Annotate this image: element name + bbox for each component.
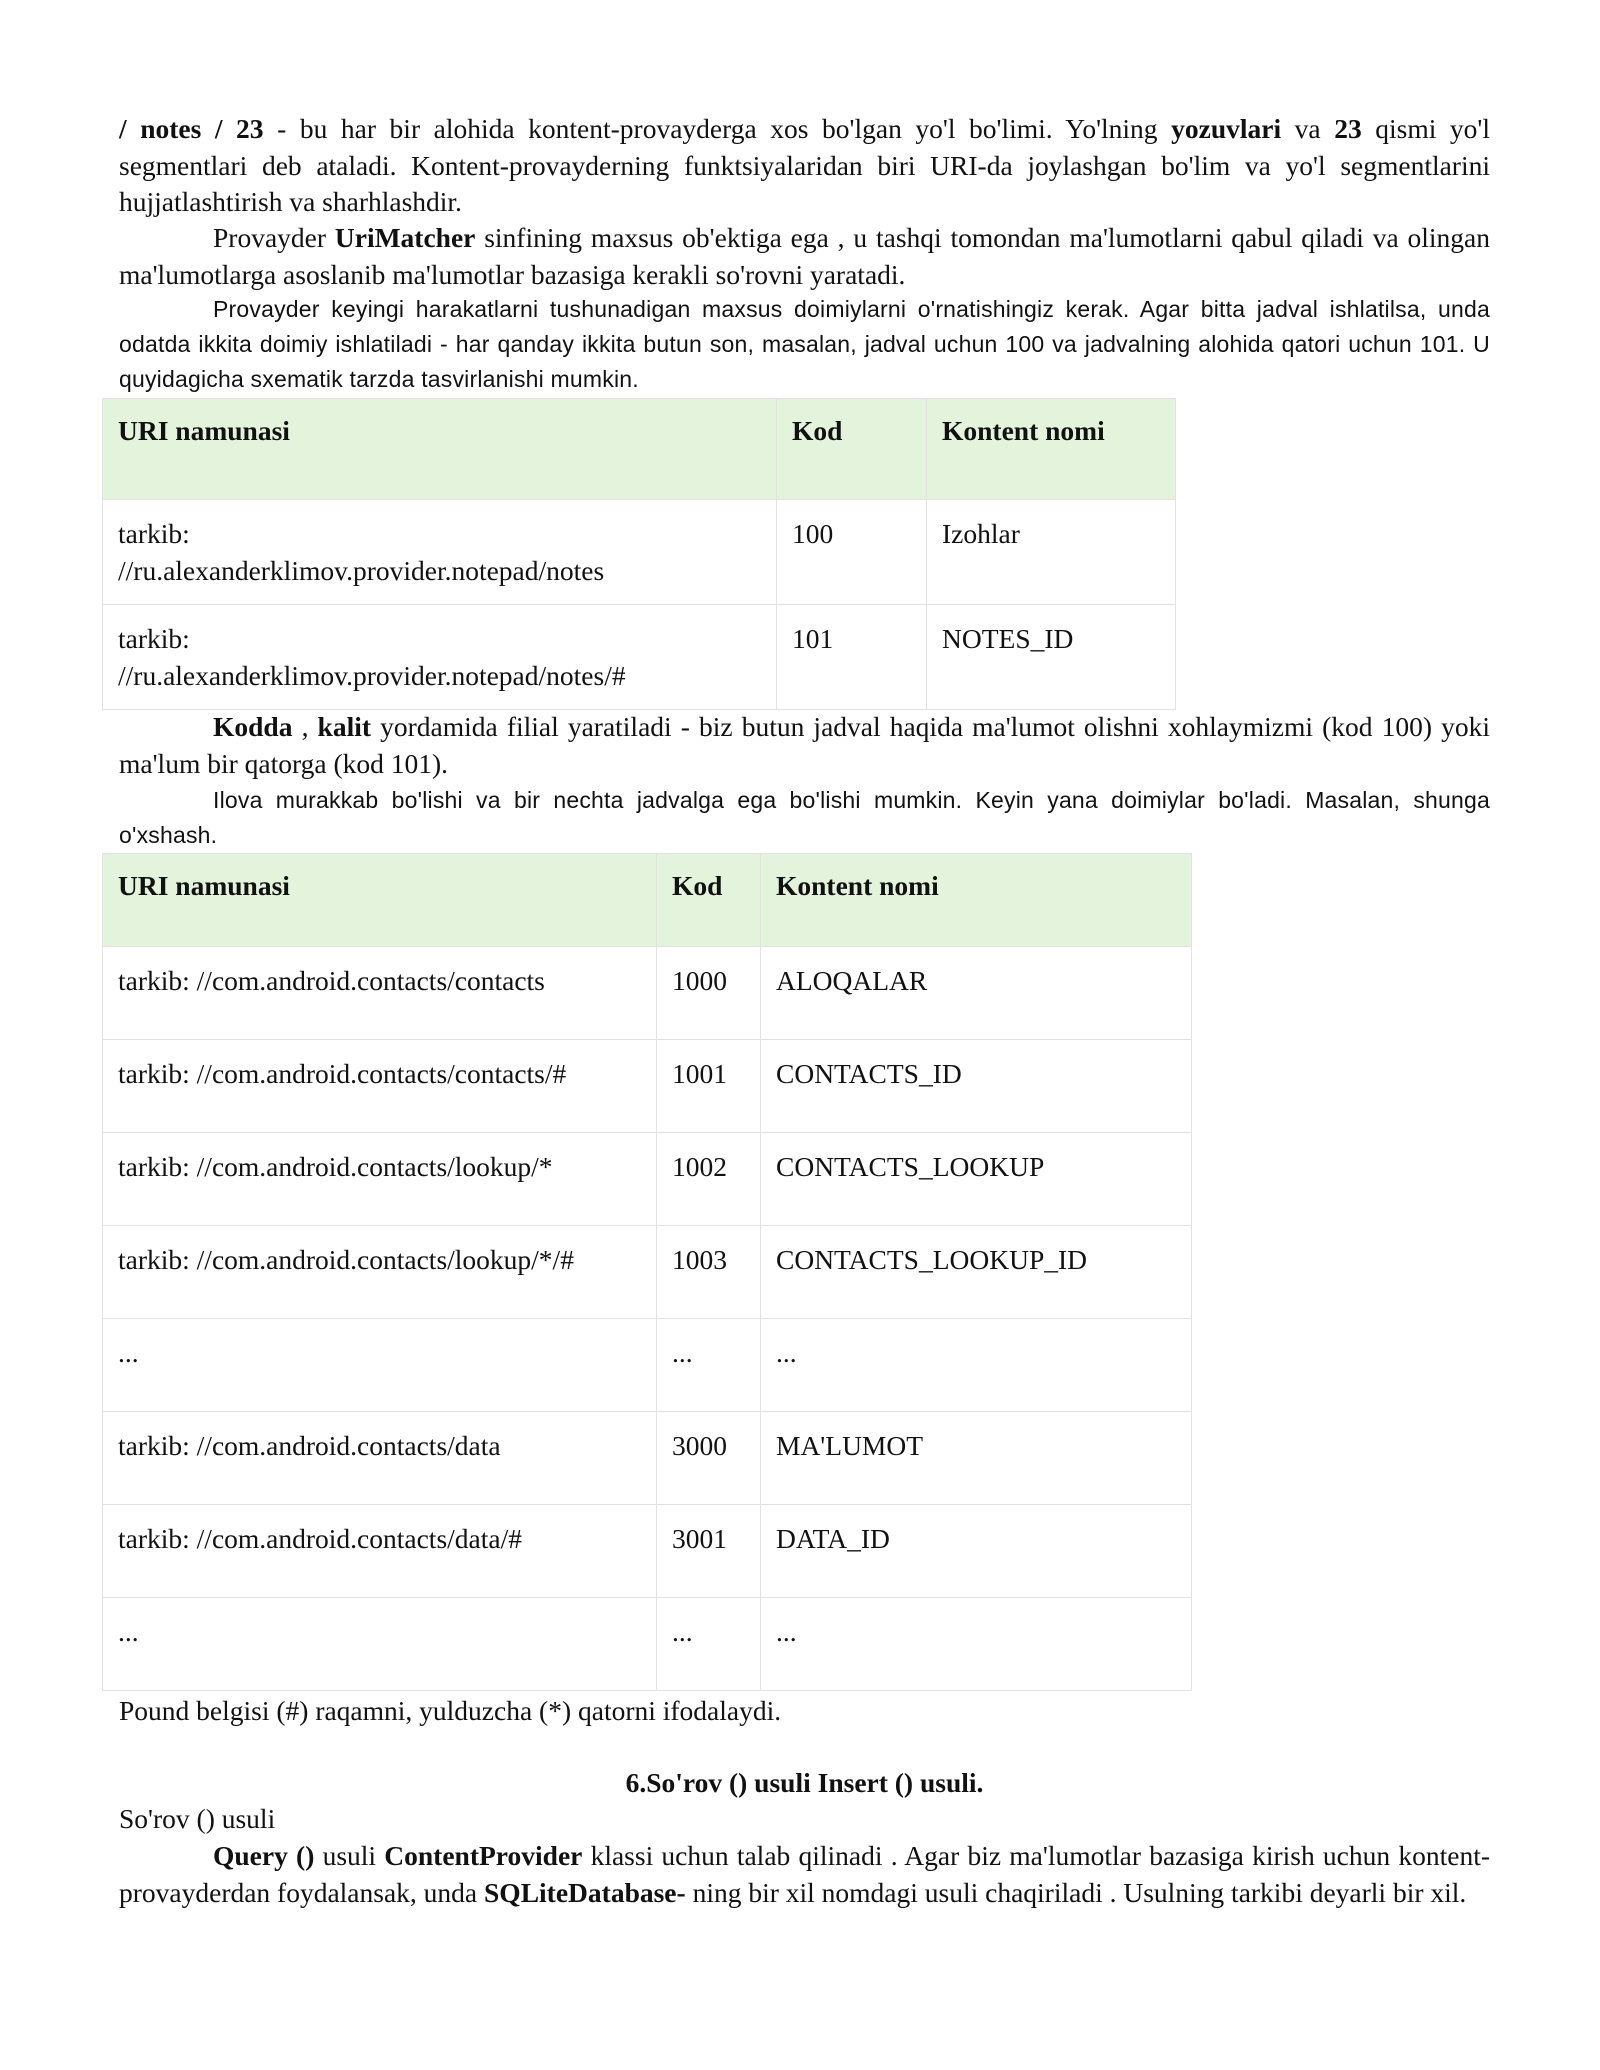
bold-query: Query () <box>213 1840 315 1871</box>
paragraph-path-segments <box>119 111 1490 221</box>
table-row <box>103 1226 1192 1319</box>
cell-content-name: CONTACTS_LOOKUP_ID <box>761 1226 1192 1319</box>
cell-content-name: ALOQALAR <box>761 947 1192 1040</box>
cell-uri: ... <box>103 1598 657 1691</box>
table-row <box>103 1505 1192 1598</box>
uri-line: //ru.alexanderklimov.provider.notepad/notes <box>118 554 605 586</box>
header-content-name: Kontent nomi <box>761 854 1192 947</box>
cell-content-name: ... <box>761 1598 1192 1691</box>
table-row <box>103 1598 1192 1691</box>
text-run: klassi uchun talab qilinadi . Agar biz ma'lumotlar bazasiga kirish uchun kontent-provayderdan foydalansak, unda <box>119 1840 1490 1908</box>
cell-code: 3000 <box>657 1412 761 1505</box>
table-row <box>103 1040 1192 1133</box>
cell-code: 1001 <box>657 1040 761 1133</box>
cell-uri: tarkib: //com.android.contacts/data <box>103 1412 657 1505</box>
cell-content-name: CONTACTS_ID <box>761 1040 1192 1133</box>
paragraph-multiple-tables: Ilova murakkab bo'lishi va bir nechta jadvalga ega bo'lishi mumkin. Keyin yana doimiylar bo'ladi. Masalan, shunga o'xshash. <box>119 787 1490 848</box>
cell-content-name: NOTES_ID <box>927 605 1176 710</box>
uri-line: //ru.alexanderklimov.provider.notepad/notes/# <box>118 659 626 691</box>
paragraph-urimatcher <box>119 220 1490 293</box>
cell-content-name: CONTACTS_LOOKUP <box>761 1133 1192 1226</box>
text-run: - bu har bir alohida kontent-provayderga xos bo'lgan yo'l bo'limi. Yo'lning <box>263 113 1172 144</box>
table-header-row <box>103 854 1192 947</box>
table-row <box>103 1319 1192 1412</box>
cell-content-name: DATA_ID <box>761 1505 1192 1598</box>
cell-uri: ... <box>103 1319 657 1412</box>
cell-code: ... <box>657 1598 761 1691</box>
text-run: , <box>292 711 318 742</box>
cell-uri: tarkib: //com.android.contacts/contacts <box>103 947 657 1040</box>
text-run: ning bir xil nomdagi usuli chaqiriladi . Usulning tarkibi deyarli bir xil. <box>685 1876 1467 1908</box>
text-run: Provayder <box>213 222 335 253</box>
text-run: yordamida filial yaratiladi - biz butun jadval haqida ma'lumot olishni xohlaymizmi (kod 100) yoki ma'lum bir qatorga (kod 101). <box>119 711 1490 779</box>
header-uri: URI namunasi <box>103 854 657 947</box>
cell-content-name: ... <box>761 1319 1192 1412</box>
cell-content-name: Izohlar <box>927 500 1176 605</box>
cell-code: 1000 <box>657 947 761 1040</box>
bold-contentprovider: ContentProvider <box>384 1840 583 1871</box>
cell-uri: tarkib: //com.android.contacts/contacts/# <box>103 1040 657 1133</box>
table-row <box>103 605 1176 710</box>
cell-code: 101 <box>777 605 927 710</box>
paragraph-pound-sign: Pound belgisi (#) raqamni, yulduzcha (*) qatorni ifodalaydi. <box>119 1695 782 1726</box>
uri-line: tarkib: <box>118 518 190 549</box>
uri-table-notes <box>102 398 1176 710</box>
cell-uri: tarkib: //com.android.contacts/lookup/* <box>103 1133 657 1226</box>
header-code: Kod <box>657 854 761 947</box>
paragraph-constants: Provayder keyingi harakatlarni tushunadigan maxsus doimiylarni o'rnatishingiz kerak. Agar bitta jadval ishlatilsa, unda odatda ikkita doimiy ishlatiladi - har qanday ikkita butun son, masalan, jadval uchun 100 va jadvalning alohida qatori uchun 101. U quyidagicha sxematik tarzda tasvirlanishi mumkin. <box>119 296 1490 392</box>
bold-kalit: kalit <box>317 711 372 742</box>
cell-uri: tarkib: //com.android.contacts/lookup/*/# <box>103 1226 657 1319</box>
uri-line: tarkib: <box>118 623 190 654</box>
text-run: usuli <box>314 1840 385 1871</box>
paragraph-query-title: So'rov () usuli <box>119 1803 276 1834</box>
bold-yozuvlari: yozuvlari <box>1171 113 1282 144</box>
uri-table-contacts <box>102 853 1192 1691</box>
text-run: sinfining maxsus ob'ektiga ega , u tashqi tomondan ma'lumotlarni qabul qiladi va olingan ma'lumotlarga asoslanib ma'lumotlar bazasiga kerakli so'rovni yaratadi. <box>119 222 1490 290</box>
table-row <box>103 500 1176 605</box>
cell-uri <box>103 500 777 605</box>
cell-code: 100 <box>777 500 927 605</box>
table-row <box>103 1133 1192 1226</box>
table-row <box>103 947 1192 1040</box>
bold-kodda: Kodda <box>213 711 293 742</box>
text-run: qismi yo'l segmentlari deb ataladi. Kontent-provayderning funktsiyalaridan biri URI-da joylashgan bo'lim va yo'l segmentlarini hujjatlashtirish va sharhlashdir. <box>119 113 1491 217</box>
paragraph-kodda <box>119 709 1490 782</box>
bold-urimatcher: UriMatcher <box>334 222 476 253</box>
cell-code: 1003 <box>657 1226 761 1319</box>
cell-uri <box>103 605 777 710</box>
bold-sqlitedatabase: SQLiteDatabase- <box>484 1876 686 1908</box>
table-row <box>103 1412 1192 1505</box>
text-run: va <box>1281 113 1335 144</box>
cell-code: ... <box>657 1319 761 1412</box>
bold-23: 23 <box>1334 113 1362 144</box>
header-content-name: Kontent nomi <box>927 399 1176 500</box>
cell-code: 3001 <box>657 1505 761 1598</box>
header-uri: URI namunasi <box>103 399 777 500</box>
table-header-row <box>103 399 1176 500</box>
bold-notes-path: / notes / 23 <box>119 113 264 144</box>
header-code: Kod <box>777 399 927 500</box>
cell-content-name: MA'LUMOT <box>761 1412 1192 1505</box>
cell-uri: tarkib: //com.android.contacts/data/# <box>103 1505 657 1598</box>
paragraph-query-method <box>119 1838 1490 1911</box>
section-heading: 6.So'rov () usuli Insert () usuli. <box>625 1767 984 1798</box>
cell-code: 1002 <box>657 1133 761 1226</box>
